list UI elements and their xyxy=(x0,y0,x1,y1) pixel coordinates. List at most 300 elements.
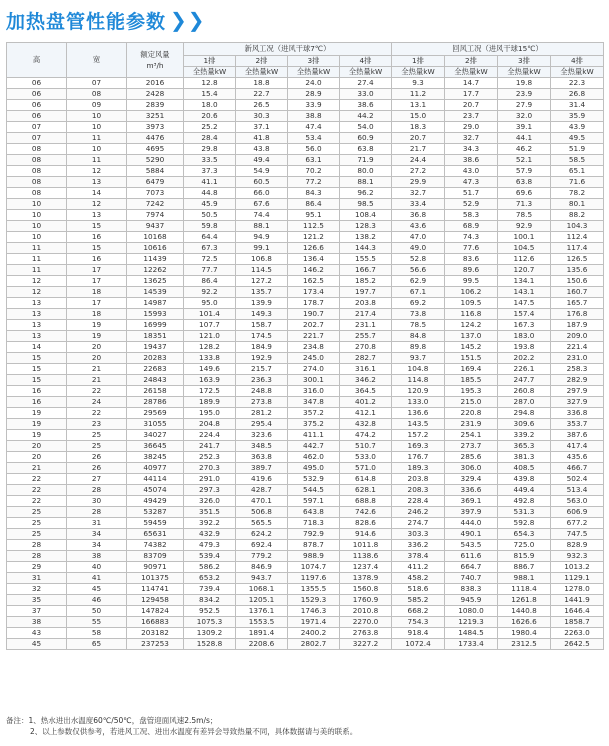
table-cell: 92.9 xyxy=(498,221,551,232)
table-cell: 474.2 xyxy=(340,430,392,441)
table-cell: 86.4 xyxy=(184,276,236,287)
table-cell: 606.9 xyxy=(551,507,604,518)
table-row xyxy=(7,441,604,452)
table-cell: 718.3 xyxy=(288,518,340,529)
table-cell: 43 xyxy=(7,628,67,639)
header-row-count: 2排 xyxy=(236,56,288,67)
table-row xyxy=(7,331,604,342)
table-cell: 886.7 xyxy=(498,562,551,573)
table-cell: 11 xyxy=(67,155,127,166)
table-cell: 83.6 xyxy=(445,254,498,265)
header-row-count: 4排 xyxy=(340,56,392,67)
table-cell: 15 xyxy=(7,375,67,386)
table-cell: 375.2 xyxy=(288,419,340,430)
table-cell: 63.1 xyxy=(288,155,340,166)
table-cell: 47.3 xyxy=(445,177,498,188)
table-cell: 209.0 xyxy=(551,331,604,342)
performance-table xyxy=(6,42,604,650)
header-capacity: 全热量kW xyxy=(340,67,392,78)
table-row xyxy=(7,628,604,639)
table-cell: 14539 xyxy=(127,287,184,298)
table-cell: 172.5 xyxy=(184,386,236,397)
table-cell: 60.9 xyxy=(340,133,392,144)
table-cell: 151.5 xyxy=(445,353,498,364)
table-cell: 932.3 xyxy=(551,551,604,562)
table-row xyxy=(7,199,604,210)
table-cell: 38245 xyxy=(127,452,184,463)
table-cell: 2312.5 xyxy=(498,639,551,650)
table-cell: 41.8 xyxy=(236,133,288,144)
table-cell: 13 xyxy=(7,331,67,342)
table-cell: 112.5 xyxy=(288,221,340,232)
table-cell: 58.3 xyxy=(445,210,498,221)
table-row xyxy=(7,320,604,331)
table-cell: 5884 xyxy=(127,166,184,177)
table-cell: 20 xyxy=(67,353,127,364)
header-row-count: 2排 xyxy=(445,56,498,67)
table-row xyxy=(7,397,604,408)
table-cell: 13.1 xyxy=(392,100,445,111)
table-cell: 107.7 xyxy=(184,320,236,331)
table-cell: 19 xyxy=(7,419,67,430)
table-cell: 07 xyxy=(67,78,127,89)
table-cell: 33.5 xyxy=(184,155,236,166)
table-cell: 166.7 xyxy=(340,265,392,276)
table-cell: 185.5 xyxy=(445,375,498,386)
table-cell: 25 xyxy=(7,518,67,529)
table-cell: 25 xyxy=(7,529,67,540)
table-cell: 49.0 xyxy=(392,243,445,254)
table-cell: 1553.5 xyxy=(236,617,288,628)
table-cell: 22 xyxy=(67,386,127,397)
table-cell: 20.6 xyxy=(184,111,236,122)
table-cell: 495.0 xyxy=(288,463,340,474)
table-cell: 7242 xyxy=(127,199,184,210)
table-row xyxy=(7,463,604,474)
table-cell: 297.9 xyxy=(551,386,604,397)
table-cell: 163.9 xyxy=(184,375,236,386)
performance-table-container xyxy=(6,42,603,650)
table-cell: 378.4 xyxy=(392,551,445,562)
table-cell: 208.3 xyxy=(392,485,445,496)
table-cell: 316.0 xyxy=(288,386,340,397)
table-cell: 273.7 xyxy=(445,441,498,452)
table-cell: 31055 xyxy=(127,419,184,430)
table-cell: 128.3 xyxy=(340,221,392,232)
table-cell: 739.4 xyxy=(184,584,236,595)
table-cell: 26.8 xyxy=(551,89,604,100)
table-cell: 06 xyxy=(7,78,67,89)
table-cell: 353.7 xyxy=(551,419,604,430)
table-cell: 10168 xyxy=(127,232,184,243)
table-cell: 215.0 xyxy=(445,397,498,408)
table-cell: 33.9 xyxy=(288,100,340,111)
table-cell: 70.2 xyxy=(288,166,340,177)
header-row-count: 1排 xyxy=(392,56,445,67)
table-cell: 18.0 xyxy=(184,100,236,111)
table-cell: 846.9 xyxy=(236,562,288,573)
table-cell: 22.3 xyxy=(551,78,604,89)
table-cell: 12262 xyxy=(127,265,184,276)
table-cell: 15 xyxy=(67,243,127,254)
table-cell: 169.4 xyxy=(445,364,498,375)
table-cell: 202.7 xyxy=(288,320,340,331)
table-cell: 21 xyxy=(7,463,67,474)
table-cell: 78.5 xyxy=(392,320,445,331)
table-cell: 08 xyxy=(7,177,67,188)
table-cell: 39.1 xyxy=(498,122,551,133)
table-cell: 129458 xyxy=(127,595,184,606)
table-cell: 17 xyxy=(67,276,127,287)
table-cell: 15.4 xyxy=(184,89,236,100)
table-cell: 914.6 xyxy=(340,529,392,540)
table-cell: 20.7 xyxy=(392,133,445,144)
table-cell: 336.6 xyxy=(445,485,498,496)
table-cell: 51.7 xyxy=(445,188,498,199)
table-cell: 19 xyxy=(7,408,67,419)
table-cell: 73.8 xyxy=(392,309,445,320)
table-cell: 449.4 xyxy=(498,485,551,496)
table-cell: 23.9 xyxy=(498,89,551,100)
table-cell: 49.4 xyxy=(236,155,288,166)
table-cell: 90971 xyxy=(127,562,184,573)
table-cell: 69.6 xyxy=(498,188,551,199)
table-cell: 282.9 xyxy=(551,375,604,386)
table-cell: 52.1 xyxy=(498,155,551,166)
table-cell: 1760.9 xyxy=(340,595,392,606)
table-cell: 4695 xyxy=(127,144,184,155)
table-cell: 725.0 xyxy=(498,540,551,551)
table-cell: 16 xyxy=(67,232,127,243)
table-cell: 815.9 xyxy=(498,551,551,562)
table-cell: 38 xyxy=(7,617,67,628)
table-cell: 43.9 xyxy=(551,122,604,133)
table-row xyxy=(7,276,604,287)
table-cell: 408.5 xyxy=(498,463,551,474)
table-cell: 945.9 xyxy=(445,595,498,606)
table-cell: 133.0 xyxy=(392,397,445,408)
table-cell: 52.9 xyxy=(445,199,498,210)
table-cell: 281.2 xyxy=(236,408,288,419)
table-cell: 614.8 xyxy=(340,474,392,485)
table-cell: 31 xyxy=(7,573,67,584)
table-cell: 38 xyxy=(67,551,127,562)
table-cell: 664.7 xyxy=(445,562,498,573)
table-cell: 339.2 xyxy=(498,430,551,441)
table-cell: 466.7 xyxy=(551,463,604,474)
table-cell: 544.5 xyxy=(288,485,340,496)
table-cell: 677.2 xyxy=(551,518,604,529)
table-cell: 363.8 xyxy=(236,452,288,463)
table-row xyxy=(7,188,604,199)
table-cell: 1528.8 xyxy=(184,639,236,650)
table-row xyxy=(7,210,604,221)
table-cell: 2010.8 xyxy=(340,606,392,617)
table-row xyxy=(7,507,604,518)
table-cell: 2400.2 xyxy=(288,628,340,639)
table-cell: 29.8 xyxy=(184,144,236,155)
table-cell: 71.9 xyxy=(340,155,392,166)
table-cell: 69.2 xyxy=(392,298,445,309)
table-cell: 11 xyxy=(67,133,127,144)
table-cell: 67.1 xyxy=(392,287,445,298)
table-cell: 106.8 xyxy=(236,254,288,265)
table-cell: 688.8 xyxy=(340,496,392,507)
table-cell: 1261.8 xyxy=(498,595,551,606)
table-cell: 357.2 xyxy=(288,408,340,419)
header-return-air-condition: 回风工况（进风干球15℃） xyxy=(392,43,604,56)
table-cell: 37.3 xyxy=(184,166,236,177)
table-cell: 246.2 xyxy=(392,507,445,518)
table-cell: 226.1 xyxy=(498,364,551,375)
table-row xyxy=(7,617,604,628)
table-cell: 1858.7 xyxy=(551,617,604,628)
table-cell: 176.8 xyxy=(551,309,604,320)
table-cell: 1891.4 xyxy=(236,628,288,639)
table-cell: 147824 xyxy=(127,606,184,617)
table-cell: 220.8 xyxy=(445,408,498,419)
table-cell: 136.6 xyxy=(392,408,445,419)
table-cell: 28 xyxy=(67,507,127,518)
table-cell: 71.6 xyxy=(551,177,604,188)
note-line: 备注：1、热水进出水温度60℃/50℃，盘管迎面风速2.5m/s； xyxy=(6,716,218,725)
table-cell: 52.8 xyxy=(392,254,445,265)
table-cell: 65 xyxy=(67,639,127,650)
table-cell: 12 xyxy=(67,199,127,210)
table-cell: 747.5 xyxy=(551,529,604,540)
table-cell: 165.7 xyxy=(551,298,604,309)
table-cell: 10 xyxy=(7,232,67,243)
table-cell: 510.7 xyxy=(340,441,392,452)
table-cell: 157.2 xyxy=(392,430,445,441)
table-cell: 2642.5 xyxy=(551,639,604,650)
table-cell: 12 xyxy=(67,166,127,177)
table-cell: 668.2 xyxy=(392,606,445,617)
table-body xyxy=(7,78,604,650)
table-cell: 628.1 xyxy=(340,485,392,496)
table-cell: 144.3 xyxy=(340,243,392,254)
table-cell: 88.1 xyxy=(340,177,392,188)
table-cell: 89.6 xyxy=(445,265,498,276)
table-cell: 1278.0 xyxy=(551,584,604,595)
table-cell: 592.8 xyxy=(498,518,551,529)
table-cell: 155.5 xyxy=(340,254,392,265)
page-title-text: 加热盘管性能参数 xyxy=(6,10,167,33)
table-row xyxy=(7,540,604,551)
table-cell: 1068.1 xyxy=(236,584,288,595)
table-cell: 1440.8 xyxy=(498,606,551,617)
table-cell: 248.8 xyxy=(236,386,288,397)
table-cell: 36645 xyxy=(127,441,184,452)
table-cell: 46.2 xyxy=(498,144,551,155)
table-cell: 162.5 xyxy=(288,276,340,287)
table-cell: 11 xyxy=(7,254,67,265)
table-cell: 1118.4 xyxy=(498,584,551,595)
table-cell: 2208.6 xyxy=(236,639,288,650)
table-cell: 134.1 xyxy=(498,276,551,287)
table-row xyxy=(7,243,604,254)
table-cell: 35.9 xyxy=(551,111,604,122)
table-cell: 53287 xyxy=(127,507,184,518)
table-cell: 624.2 xyxy=(236,529,288,540)
table-cell: 34027 xyxy=(127,430,184,441)
table-cell: 143.5 xyxy=(392,419,445,430)
table-cell: 77.2 xyxy=(288,177,340,188)
table-cell: 32.0 xyxy=(498,111,551,122)
header-capacity: 全热量kW xyxy=(184,67,236,78)
table-cell: 19 xyxy=(67,320,127,331)
table-cell: 22 xyxy=(7,474,67,485)
header-row-count: 3排 xyxy=(498,56,551,67)
table-cell: 116.8 xyxy=(445,309,498,320)
table-cell: 31 xyxy=(67,518,127,529)
table-cell: 06 xyxy=(7,89,67,100)
table-cell: 54.0 xyxy=(340,122,392,133)
table-cell: 1560.8 xyxy=(340,584,392,595)
table-cell: 137.0 xyxy=(445,331,498,342)
table-cell: 13 xyxy=(7,320,67,331)
table-cell: 834.2 xyxy=(184,595,236,606)
table-cell: 792.9 xyxy=(288,529,340,540)
table-cell: 518.6 xyxy=(392,584,445,595)
table-cell: 74.4 xyxy=(236,210,288,221)
table-cell: 13625 xyxy=(127,276,184,287)
table-cell: 11 xyxy=(7,265,67,276)
table-cell: 27 xyxy=(67,474,127,485)
table-cell: 28 xyxy=(7,551,67,562)
table-row xyxy=(7,452,604,463)
table-cell: 506.8 xyxy=(236,507,288,518)
table-cell: 16 xyxy=(67,254,127,265)
table-cell: 531.3 xyxy=(498,507,551,518)
table-cell: 63.8 xyxy=(498,177,551,188)
table-cell: 30.3 xyxy=(236,111,288,122)
table-cell: 189.9 xyxy=(184,397,236,408)
table-cell: 06 xyxy=(7,100,67,111)
table-cell: 1219.3 xyxy=(445,617,498,628)
table-cell: 84.3 xyxy=(288,188,340,199)
table-cell: 5290 xyxy=(127,155,184,166)
table-cell: 502.4 xyxy=(551,474,604,485)
table-cell: 17.7 xyxy=(445,89,498,100)
table-cell: 7974 xyxy=(127,210,184,221)
table-cell: 17 xyxy=(67,298,127,309)
table-cell: 190.7 xyxy=(288,309,340,320)
table-cell: 273.8 xyxy=(236,397,288,408)
table-cell: 124.2 xyxy=(445,320,498,331)
table-cell: 543.5 xyxy=(445,540,498,551)
table-cell: 217.4 xyxy=(340,309,392,320)
table-cell: 07 xyxy=(7,122,67,133)
table-cell: 24.0 xyxy=(288,78,340,89)
table-cell: 114.8 xyxy=(392,375,445,386)
table-cell: 77.7 xyxy=(184,265,236,276)
table-cell: 114.5 xyxy=(236,265,288,276)
table-cell: 126.5 xyxy=(551,254,604,265)
table-cell: 943.7 xyxy=(236,573,288,584)
table-cell: 22 xyxy=(67,408,127,419)
table-cell: 13 xyxy=(67,177,127,188)
table-cell: 80.1 xyxy=(551,199,604,210)
table-cell: 100.1 xyxy=(498,232,551,243)
table-row xyxy=(7,595,604,606)
table-cell: 78.5 xyxy=(498,210,551,221)
table-cell: 47.0 xyxy=(392,232,445,243)
table-cell: 203182 xyxy=(127,628,184,639)
table-cell: 77.6 xyxy=(445,243,498,254)
table-cell: 274.0 xyxy=(288,364,340,375)
table-cell: 252.3 xyxy=(184,452,236,463)
table-row xyxy=(7,111,604,122)
table-cell: 22 xyxy=(7,496,67,507)
table-cell: 41.1 xyxy=(184,177,236,188)
table-cell: 3251 xyxy=(127,111,184,122)
table-cell: 187.9 xyxy=(551,320,604,331)
table-cell: 412.1 xyxy=(340,408,392,419)
table-cell: 104.8 xyxy=(392,364,445,375)
table-cell: 346.2 xyxy=(340,375,392,386)
header-row-count: 1排 xyxy=(184,56,236,67)
header-fresh-air-condition: 新风工况（进风干球7℃） xyxy=(184,43,392,56)
table-cell: 297.3 xyxy=(184,485,236,496)
table-cell: 65.1 xyxy=(551,166,604,177)
table-cell: 203.8 xyxy=(392,474,445,485)
table-cell: 104.5 xyxy=(498,243,551,254)
table-cell: 20 xyxy=(67,342,127,353)
table-cell: 25.2 xyxy=(184,122,236,133)
table-row xyxy=(7,485,604,496)
table-cell: 43.6 xyxy=(392,221,445,232)
table-cell: 828.6 xyxy=(340,518,392,529)
table-cell: 2802.7 xyxy=(288,639,340,650)
table-cell: 68.9 xyxy=(445,221,498,232)
table-cell: 128.2 xyxy=(184,342,236,353)
table-row xyxy=(7,100,604,111)
table-cell: 247.7 xyxy=(498,375,551,386)
table-cell: 20 xyxy=(7,441,67,452)
table-cell: 533.0 xyxy=(340,452,392,463)
table-cell: 2016 xyxy=(127,78,184,89)
table-cell: 643.8 xyxy=(288,507,340,518)
table-cell: 224.4 xyxy=(184,430,236,441)
table-cell: 14.7 xyxy=(445,78,498,89)
table-cell: 27.9 xyxy=(498,100,551,111)
table-cell: 25 xyxy=(7,507,67,518)
table-cell: 55 xyxy=(67,617,127,628)
table-row xyxy=(7,232,604,243)
table-cell: 60.5 xyxy=(236,177,288,188)
table-cell: 101375 xyxy=(127,573,184,584)
table-cell: 740.7 xyxy=(445,573,498,584)
table-cell: 72.5 xyxy=(184,254,236,265)
table-cell: 479.3 xyxy=(184,540,236,551)
table-row xyxy=(7,353,604,364)
table-cell: 237253 xyxy=(127,639,184,650)
table-cell: 23 xyxy=(67,419,127,430)
table-cell: 654.3 xyxy=(498,529,551,540)
table-cell: 89.8 xyxy=(392,342,445,353)
table-cell: 99.1 xyxy=(236,243,288,254)
table-cell: 1376.1 xyxy=(236,606,288,617)
table-cell: 34 xyxy=(67,540,127,551)
table-cell: 9437 xyxy=(127,221,184,232)
table-cell: 32 xyxy=(7,584,67,595)
table-cell: 24 xyxy=(67,397,127,408)
table-cell: 274.7 xyxy=(392,518,445,529)
table-cell: 38.6 xyxy=(340,100,392,111)
table-cell: 18 xyxy=(67,309,127,320)
table-cell: 563.0 xyxy=(551,496,604,507)
